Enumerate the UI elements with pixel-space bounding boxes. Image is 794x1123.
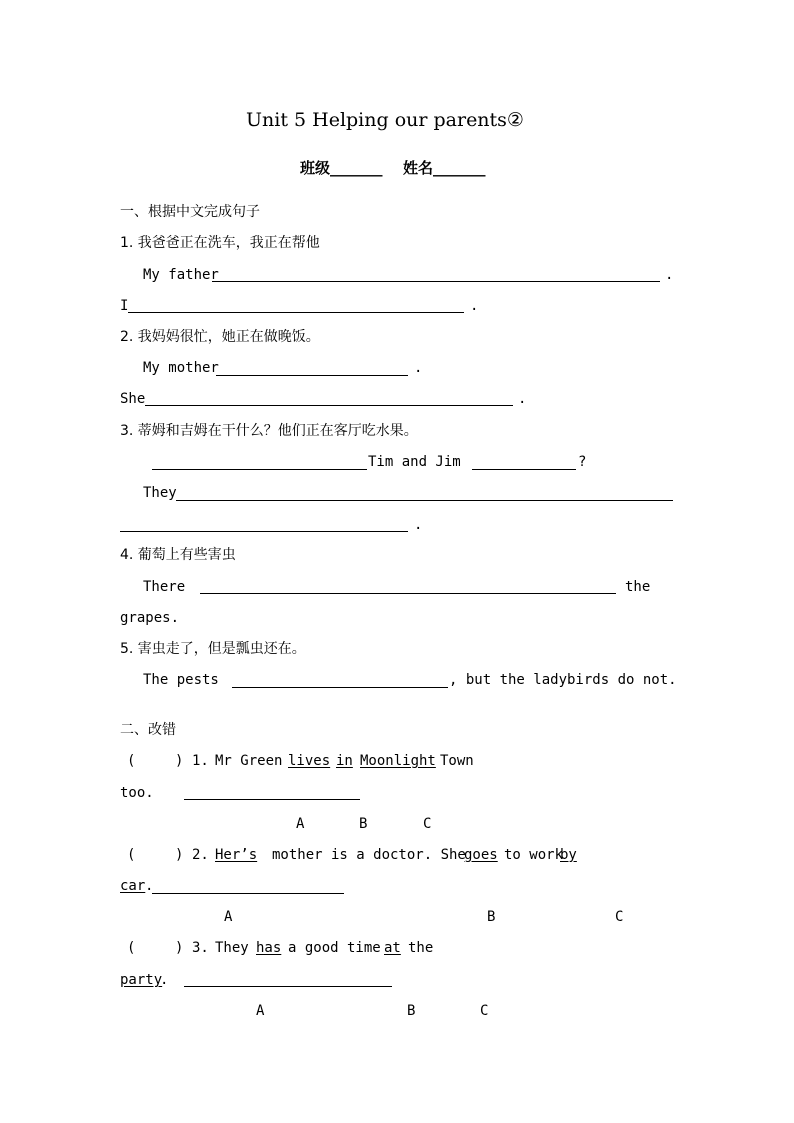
answer-paren-close: ) bbox=[175, 940, 184, 956]
sentence-text: Town bbox=[440, 753, 474, 769]
sentence-text: They bbox=[215, 940, 249, 956]
underlined-word-b: at bbox=[384, 940, 401, 956]
option-label-c: C bbox=[480, 1003, 489, 1019]
answer-blank-3d[interactable] bbox=[120, 531, 408, 532]
name-field[interactable]: 姓名_______ bbox=[403, 159, 486, 177]
underlined-word-c: Moonlight bbox=[360, 753, 436, 769]
sentence-continuation: too. bbox=[120, 785, 154, 801]
underlined-word-a: has bbox=[256, 940, 282, 956]
page-title: Unit 5 Helping our parents② bbox=[246, 109, 524, 131]
underlined-word-b: goes bbox=[464, 847, 498, 863]
option-label-a: A bbox=[296, 816, 305, 832]
underlined-word-a: lives bbox=[288, 753, 331, 769]
correction-blank-1[interactable] bbox=[184, 799, 360, 800]
sentence-continuation: . bbox=[145, 878, 154, 894]
underlined-word-a: Her’s bbox=[215, 847, 258, 863]
answer-paren-open[interactable]: ( bbox=[127, 753, 136, 769]
sentence-text: mother is a doctor. She bbox=[272, 847, 466, 863]
sentence-text: a good time bbox=[288, 940, 381, 956]
part2-heading: 二、改错 bbox=[120, 722, 176, 738]
period: . bbox=[665, 267, 674, 283]
question-3-prompt-2: They bbox=[143, 485, 177, 501]
answer-paren-close: ) bbox=[175, 847, 184, 863]
option-label-c: C bbox=[615, 909, 624, 925]
underlined-word-b: in bbox=[336, 753, 353, 769]
question-3-prompt: Tim and Jim bbox=[368, 454, 461, 470]
option-label-c: C bbox=[423, 816, 432, 832]
answer-blank-1b[interactable] bbox=[128, 312, 464, 313]
option-label-b: B bbox=[359, 816, 368, 832]
period: . bbox=[414, 360, 423, 376]
question-1-prompt: My father bbox=[143, 267, 219, 283]
answer-blank-4[interactable] bbox=[200, 593, 616, 594]
item-number: 3. bbox=[192, 940, 209, 956]
underlined-word-c: by bbox=[560, 847, 577, 863]
answer-blank-3a[interactable] bbox=[152, 469, 367, 470]
option-label-a: A bbox=[224, 909, 233, 925]
question-4-continuation: grapes. bbox=[120, 610, 180, 626]
period: . bbox=[414, 517, 423, 533]
question-5-ending: , but the ladybirds do not. bbox=[449, 672, 677, 688]
answer-paren-open[interactable]: ( bbox=[127, 940, 136, 956]
question-1-prompt-2: I bbox=[120, 298, 129, 314]
question-2-prompt-2: She bbox=[120, 391, 146, 407]
correction-blank-3[interactable] bbox=[184, 986, 392, 987]
question-4-word: the bbox=[625, 579, 651, 595]
option-label-a: A bbox=[256, 1003, 265, 1019]
question-5-prompt: The pests bbox=[143, 672, 219, 688]
question-2-prompt: My mother bbox=[143, 360, 219, 376]
answer-blank-3c[interactable] bbox=[176, 500, 673, 501]
question-mark: ? bbox=[578, 454, 587, 470]
answer-blank-2b[interactable] bbox=[145, 405, 513, 406]
answer-paren-open[interactable]: ( bbox=[127, 847, 136, 863]
answer-blank-5[interactable] bbox=[232, 687, 448, 688]
sentence-text: the bbox=[408, 940, 434, 956]
period: . bbox=[518, 391, 527, 407]
question-2-chinese: 2. 我妈妈很忙，她正在做晚饭。 bbox=[120, 329, 320, 345]
answer-blank-1a[interactable] bbox=[212, 281, 660, 282]
class-field[interactable]: 班级_______ bbox=[300, 159, 383, 177]
sentence-text: Mr Green bbox=[215, 753, 283, 769]
correction-blank-2[interactable] bbox=[152, 893, 344, 894]
answer-blank-2a[interactable] bbox=[216, 375, 408, 376]
answer-blank-3b[interactable] bbox=[472, 469, 576, 470]
question-5-chinese: 5. 害虫走了，但是瓢虫还在。 bbox=[120, 641, 306, 657]
answer-paren-close: ) bbox=[175, 753, 184, 769]
question-4-prompt: There bbox=[143, 579, 186, 595]
option-label-b: B bbox=[487, 909, 496, 925]
question-4-chinese: 4. 葡萄上有些害虫 bbox=[120, 547, 236, 563]
question-3-chinese: 3. 蒂姆和吉姆在干什么？他们正在客厅吃水果。 bbox=[120, 423, 418, 439]
part1-heading: 一、根据中文完成句子 bbox=[120, 204, 260, 220]
underlined-word-c-continued: car bbox=[120, 878, 146, 894]
question-1-chinese: 1. 我爸爸正在洗车，我正在帮他 bbox=[120, 235, 320, 251]
underlined-word-c: party bbox=[120, 972, 163, 988]
option-label-b: B bbox=[407, 1003, 416, 1019]
sentence-text: to work bbox=[504, 847, 564, 863]
item-number: 2. bbox=[192, 847, 209, 863]
sentence-continuation: . bbox=[160, 972, 169, 988]
item-number: 1. bbox=[192, 753, 209, 769]
period: . bbox=[470, 298, 479, 314]
